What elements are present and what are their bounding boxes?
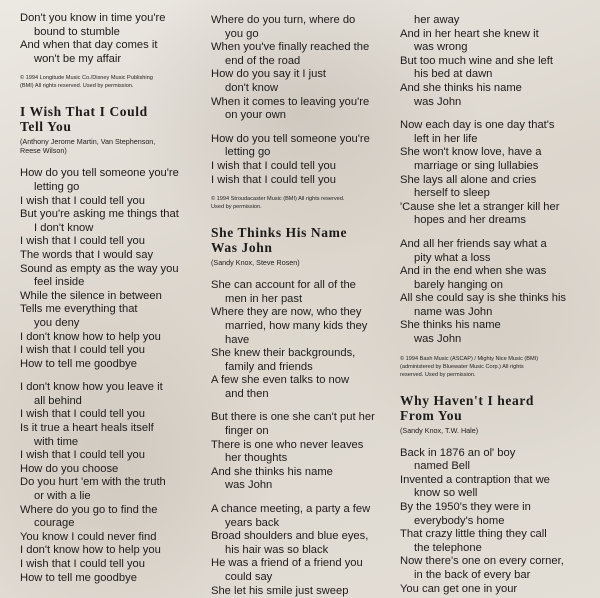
lyric-line: I wish that I could tell you — [20, 344, 145, 357]
lyrics-column-2 — [211, 14, 393, 598]
lyric-line: A chance meeting, a party a few — [211, 503, 371, 516]
lyric-line: won't be my affair — [34, 52, 122, 65]
lyric-line: 'Cause she let a stranger kill her — [400, 200, 560, 213]
song-title-line: I Wish That I Could — [20, 104, 148, 120]
copyright-notice — [400, 355, 584, 379]
lyric-line: I wish that I could tell you — [211, 159, 336, 172]
lyric-line: marriage or sing lullabies — [414, 159, 539, 172]
verse — [400, 14, 584, 109]
copyright-line: reserved. Used by permission. — [400, 371, 476, 378]
lyric-line: The words that I would say — [20, 248, 154, 261]
lyric-line: his bed at dawn — [414, 68, 493, 81]
lyric-line: her thoughts — [225, 452, 288, 465]
verse — [20, 167, 198, 371]
copyright-line: Used by permission. — [211, 204, 262, 211]
song-title — [211, 225, 393, 255]
lyric-line: courage — [34, 517, 75, 530]
lyric-line: When it comes to leaving you're — [211, 95, 370, 108]
lyric-line: Now each day is one day that's — [400, 119, 555, 132]
verse — [211, 411, 393, 493]
lyric-line: That crazy little thing they call — [400, 528, 547, 541]
copyright-notice — [20, 74, 198, 90]
lyric-line: on your own — [225, 109, 286, 122]
lyric-line: pity what a loss — [414, 251, 491, 264]
lyric-line: And all her friends say what a — [400, 237, 547, 250]
verse — [400, 119, 584, 228]
lyric-line: family and friends — [225, 360, 313, 373]
lyric-line: A few she even talks to now — [211, 374, 350, 387]
lyric-line: Broad shoulders and blue eyes, — [211, 530, 369, 543]
credits-line: Reese Wilson) — [20, 146, 67, 156]
song-title-line: From You — [400, 407, 463, 423]
lyric-line: She won't know love, have a — [400, 146, 542, 159]
lyric-line: all behind — [34, 394, 82, 407]
lyric-line: All she could say is she thinks his — [400, 292, 567, 305]
lyric-line: don't know — [225, 81, 279, 94]
songwriter-credits — [20, 137, 198, 155]
credits-line: (Anthony Jerome Martin, Van Stephenson, — [20, 137, 156, 147]
lyric-line: I don't know how to help you — [20, 544, 161, 557]
song-title-line: She Thinks His Name — [211, 225, 348, 241]
lyric-line: Sound as empty as the way you — [20, 262, 179, 275]
lyric-line: I wish that I could tell you — [20, 449, 145, 462]
lyric-line: bound to stumble — [34, 25, 120, 38]
lyric-line: finger on — [225, 425, 269, 438]
lyric-line: While the silence in between — [20, 289, 162, 302]
lyric-line: How do you tell someone you're — [20, 167, 179, 180]
lyric-line: But too much wine and she left — [400, 54, 553, 67]
lyric-line: By the 1950's they were in — [400, 501, 531, 514]
verse — [20, 381, 198, 585]
lyric-line: with time — [34, 435, 79, 448]
lyric-line: hopes and her dreams — [414, 214, 526, 227]
lyric-line: was John — [225, 479, 273, 492]
lyric-line: his hair was so black — [225, 543, 329, 556]
lyric-line: her away — [414, 14, 460, 26]
lyric-line: Where do you go to find the — [20, 503, 158, 516]
lyric-line: or with a lie — [34, 490, 91, 503]
lyric-line: There is one who never leaves — [211, 438, 364, 451]
lyric-line: But there is one she can't put her — [211, 411, 375, 424]
lyric-line: letting go — [34, 180, 80, 193]
lyric-line: Is it true a heart heals itself — [20, 422, 154, 435]
lyric-line: barely hanging on — [414, 278, 503, 291]
lyric-line: you go — [225, 27, 259, 40]
lyric-line: the telephone — [414, 541, 482, 554]
lyric-line: But you're asking me things that — [20, 208, 179, 221]
lyric-line: And in the end when she was — [400, 265, 547, 278]
lyric-line: She can account for all of the — [211, 279, 356, 292]
lyric-line: And in her heart she knew it — [400, 27, 539, 40]
lyric-line: years back — [225, 516, 280, 529]
lyric-line: I wish that I could tell you — [20, 194, 145, 207]
verse — [20, 12, 198, 66]
lyric-line: was John — [414, 95, 462, 108]
lyric-line: And when that day comes it — [20, 39, 158, 52]
lyric-line: How do you tell someone you're — [211, 132, 370, 145]
lyric-line: and then — [225, 387, 269, 400]
copyright-line: (BMI) All rights reserved. Used by permission. — [20, 83, 134, 90]
lyric-line: men in her past — [225, 292, 303, 305]
lyric-line: I don't know how you leave it — [20, 381, 163, 394]
lyric-line: He was a friend of a friend you — [211, 557, 363, 570]
lyric-line: Where do you turn, where do — [211, 14, 356, 26]
lyric-line: Tells me everything that — [20, 303, 138, 316]
lyric-line: married, how many kids they — [225, 319, 368, 332]
lyric-line: letting go — [225, 146, 271, 159]
lyric-line: I don't know — [34, 221, 94, 234]
lyric-line: name was John — [414, 305, 493, 318]
lyric-line: was John — [414, 333, 462, 346]
lyric-line: you deny — [34, 316, 80, 329]
lyric-line: I don't know how to help you — [20, 330, 161, 343]
lyric-line: I wish that I could tell you — [20, 558, 145, 570]
song-title — [20, 104, 198, 134]
lyric-line: And she thinks his name — [211, 465, 333, 478]
verse — [211, 503, 393, 598]
credits-line: (Sandy Knox, T.W. Hale) — [400, 425, 479, 435]
lyric-line: Now there's one on every corner, — [400, 555, 564, 568]
lyric-line: left in her life — [414, 132, 478, 145]
song-title-line: Tell You — [20, 119, 72, 135]
lyric-line: How to tell me goodbye — [20, 357, 137, 370]
lyric-line: She lays all alone and cries — [400, 173, 537, 186]
copyright-notice — [211, 195, 393, 211]
song-title-line: Why Haven't I heard — [400, 392, 535, 408]
song-title-line: Was John — [211, 240, 273, 256]
lyric-line: How to tell me goodbye — [20, 571, 137, 584]
verse — [400, 447, 584, 597]
lyric-line: I wish that I could tell you — [20, 235, 145, 248]
lyric-line: have — [225, 333, 250, 346]
lyric-line: How do you say it I just — [211, 68, 327, 81]
copyright-line: © 1994 Bash Music (ASCAP) / Mighty Nice Music (BMI) — [400, 355, 539, 362]
copyright-line: © 1994 Longitude Music Co./Disney Music Publishing — [20, 75, 153, 82]
lyric-line: And she thinks his name — [400, 81, 522, 94]
lyric-line: Where they are now, who they — [211, 306, 362, 319]
lyric-line: She thinks his name — [400, 319, 501, 332]
song-title — [400, 393, 584, 423]
copyright-line: (administered by Bluewater Music Corp.) All rights — [400, 363, 524, 370]
lyric-line: herself to sleep — [414, 187, 490, 200]
lyric-line: Invented a contraption that we — [400, 473, 550, 486]
lyric-line: She let his smile just sweep — [211, 584, 349, 597]
songwriter-credits — [400, 426, 584, 435]
verse — [211, 133, 393, 187]
lyric-line: She knew their backgrounds, — [211, 347, 356, 360]
lyric-line: could say — [225, 571, 273, 583]
lyric-line: You know I could never find — [20, 530, 157, 543]
lyric-line: When you've finally reached the — [211, 41, 370, 54]
lyric-line: Don't you know in time you're — [20, 12, 166, 24]
songwriter-credits — [211, 258, 393, 267]
verse — [211, 14, 393, 123]
lyric-line: You can get one in your — [400, 582, 518, 595]
lyric-line: Back in 1876 an ol' boy — [400, 446, 516, 459]
lyric-line: was wrong — [414, 41, 468, 54]
lyric-line: named Bell — [414, 460, 470, 473]
lyric-line: Do you hurt 'em with the truth — [20, 476, 166, 489]
lyric-line: I wish that I could tell you — [20, 408, 145, 421]
lyrics-column-1 — [20, 12, 198, 585]
credits-line: (Sandy Knox, Steve Rosen) — [211, 258, 300, 268]
lyric-line: in the back of every bar — [414, 569, 531, 581]
copyright-line: © 1994 Stroudacaster Music (BMI) All rights reserved. — [211, 196, 345, 203]
lyric-line: How do you choose — [20, 462, 119, 475]
lyric-line: end of the road — [225, 54, 301, 67]
lyric-line: I wish that I could tell you — [211, 173, 336, 186]
verse — [211, 279, 393, 401]
verse — [400, 238, 584, 347]
lyric-line: feel inside — [34, 276, 85, 289]
lyric-line: everybody's home — [414, 514, 505, 527]
lyrics-column-3 — [400, 14, 584, 596]
lyric-line: know so well — [414, 487, 478, 500]
